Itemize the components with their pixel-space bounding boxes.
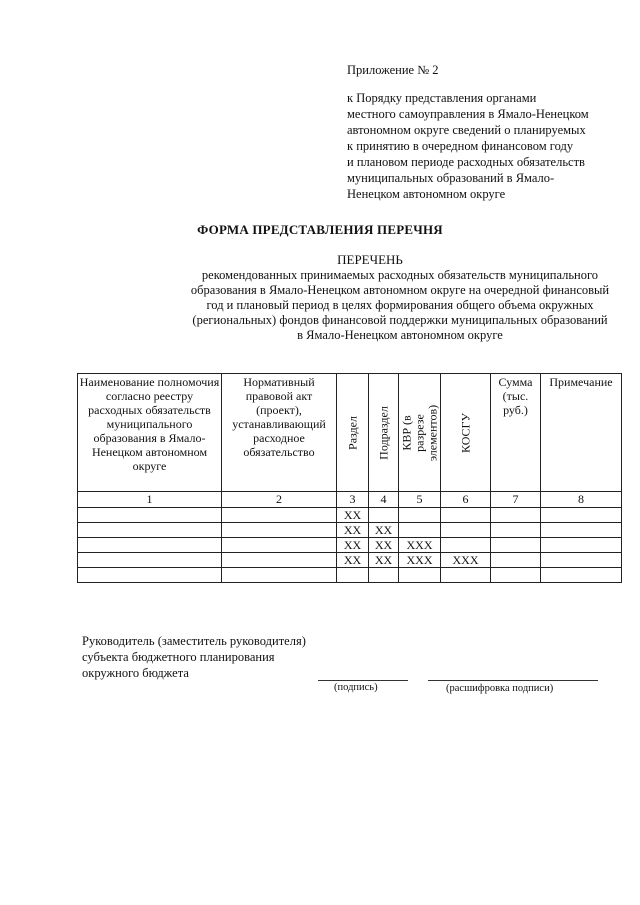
table-cell xyxy=(441,538,491,553)
table-cell xyxy=(78,553,222,568)
description-line: в Ямало-Ненецком автономном округе xyxy=(297,328,503,342)
table-cell: XX xyxy=(369,538,399,553)
table-cell xyxy=(337,568,369,583)
signature-line xyxy=(318,680,408,681)
table-cell xyxy=(369,568,399,583)
description-line: год и плановый период в целях формирования общего объема окружных xyxy=(206,298,594,312)
form-title: ФОРМА ПРЕДСТАВЛЕНИЯ ПЕРЕЧНЯ xyxy=(197,222,443,237)
signature-caption: (подпись) xyxy=(334,682,378,693)
table-cell xyxy=(222,538,337,553)
signatory-line: Руководитель (заместитель руководителя) xyxy=(82,634,306,648)
table-cell: XX xyxy=(337,523,369,538)
column-number: 8 xyxy=(541,492,622,508)
appendix-line: к Порядку представления органами xyxy=(347,91,537,105)
signatory-line: субъекта бюджетного планирования xyxy=(82,650,275,664)
table-cell xyxy=(78,538,222,553)
table-cell: XXX xyxy=(399,553,441,568)
table-cell xyxy=(222,568,337,583)
table-cell xyxy=(491,508,541,523)
header-name: Наименование полномочия согласно реестру расходных обязательств муниципального образования в Ямало-Ненецком автономном округе xyxy=(78,374,222,492)
table-cell: XX xyxy=(337,508,369,523)
description-line: образования в Ямало-Ненецком автономном округе на очередной финансовый xyxy=(190,283,610,297)
appendix-line: к принятию в очередном финансовом году xyxy=(347,139,574,153)
column-number: 3 xyxy=(337,492,369,508)
table-cell xyxy=(541,568,622,583)
table-cell xyxy=(78,508,222,523)
signatory-line: окружного бюджета xyxy=(82,666,189,680)
column-number: 5 xyxy=(399,492,441,508)
column-number: 7 xyxy=(491,492,541,508)
signature-decoding-line xyxy=(428,680,598,681)
table-cell xyxy=(491,523,541,538)
list-description xyxy=(70,268,640,343)
table-cell xyxy=(222,553,337,568)
table-cell xyxy=(78,523,222,538)
header-note: Примечание xyxy=(541,374,622,492)
table-cell xyxy=(441,523,491,538)
table-cell: XX xyxy=(369,553,399,568)
table-cell xyxy=(222,508,337,523)
table-cell xyxy=(541,508,622,523)
description-line: (региональных) фондов финансовой поддержки муниципальных образований xyxy=(192,313,608,327)
header-subsection: Подраздел xyxy=(369,374,399,492)
appendix-line: Ненецком автономном округе xyxy=(347,187,506,201)
table-cell xyxy=(491,538,541,553)
table-row xyxy=(78,568,622,583)
table-cell xyxy=(441,568,491,583)
appendix-line: и плановом периоде расходных обязательств xyxy=(347,155,585,169)
table-cell xyxy=(399,508,441,523)
table-cell xyxy=(491,553,541,568)
table-row xyxy=(78,523,622,538)
appendix-line: местного самоуправления в Ямало-Ненецком xyxy=(347,107,589,121)
header-act: Нормативный правовой акт (проект), устанавливающий расходное обязательство xyxy=(222,374,337,492)
table-cell xyxy=(541,538,622,553)
table-cell xyxy=(441,508,491,523)
table-cell xyxy=(541,523,622,538)
header-section: Раздел xyxy=(337,374,369,492)
column-numbers-row xyxy=(78,492,622,508)
appendix-line: муниципальных образований в Ямало- xyxy=(347,171,555,185)
table-cell xyxy=(222,523,337,538)
signature-decoding-caption: (расшифровка подписи) xyxy=(446,683,554,694)
column-number: 1 xyxy=(78,492,222,508)
table-cell xyxy=(399,568,441,583)
table-cell: XXX xyxy=(399,538,441,553)
table-cell xyxy=(78,568,222,583)
appendix-number: Приложение № 2 xyxy=(347,63,439,77)
table-cell xyxy=(399,523,441,538)
table-cell: XX xyxy=(337,538,369,553)
column-number: 2 xyxy=(222,492,337,508)
table-row xyxy=(78,538,622,553)
list-heading: ПЕРЕЧЕНЬ xyxy=(337,252,403,267)
table-cell: XXX xyxy=(441,553,491,568)
appendix-line: автономном округе сведений о планируемых xyxy=(347,123,586,137)
header-kosgu: КОСГУ xyxy=(441,374,491,492)
signatory-block xyxy=(82,633,306,681)
table-row xyxy=(78,508,622,523)
header-sum: Сумма (тыс. руб.) xyxy=(491,374,541,492)
obligations-table xyxy=(77,373,622,583)
table-cell: XX xyxy=(369,523,399,538)
column-number: 4 xyxy=(369,492,399,508)
table-cell xyxy=(541,553,622,568)
appendix-block xyxy=(347,62,632,202)
header-kvr: КВР (в разрезе элементов) xyxy=(399,374,441,492)
table-row xyxy=(78,553,622,568)
column-number: 6 xyxy=(441,492,491,508)
description-line: рекомендованных принимаемых расходных обязательств муниципального xyxy=(201,268,599,282)
table-cell: XX xyxy=(337,553,369,568)
table-cell xyxy=(491,568,541,583)
table-cell xyxy=(369,508,399,523)
